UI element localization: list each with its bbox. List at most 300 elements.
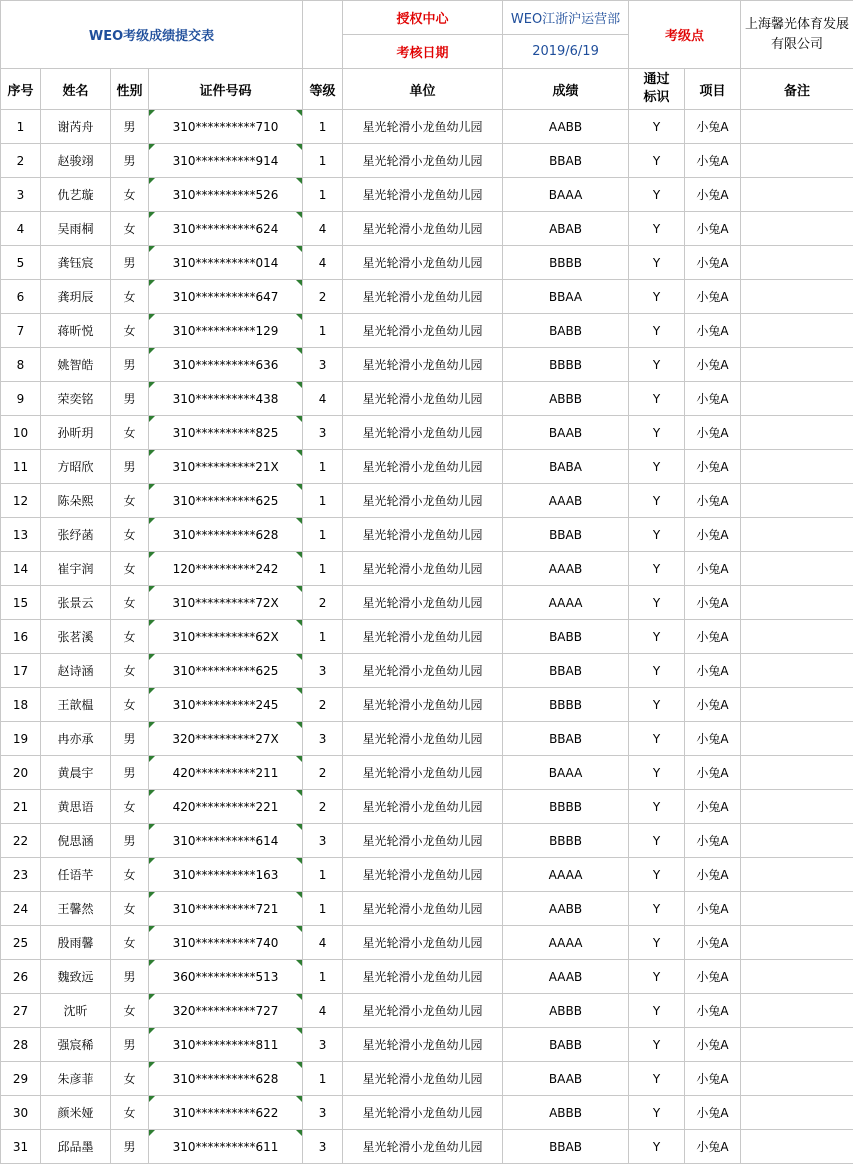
cell-project: 小兔A <box>685 280 741 314</box>
cell-row-number: 17 <box>1 654 41 688</box>
cell-row-number: 19 <box>1 722 41 756</box>
cell-unit: 星光轮滑小龙鱼幼儿园 <box>343 994 503 1028</box>
cell-row-number: 5 <box>1 246 41 280</box>
id-number-text: 310**********628 <box>172 527 279 542</box>
cell-student-name: 黄思语 <box>41 790 111 824</box>
id-number-text: 310**********163 <box>172 867 279 882</box>
cell-score: BBBB <box>503 688 629 722</box>
id-number-text: 310**********622 <box>172 1105 279 1120</box>
column-header-project: 项目 <box>685 69 741 110</box>
table-row <box>1 926 853 960</box>
cell-pass-flag: Y <box>629 382 685 416</box>
cell-gender: 女 <box>111 484 149 518</box>
comment-marker-icon <box>149 518 155 524</box>
cell-row-number: 10 <box>1 416 41 450</box>
cell-unit: 星光轮滑小龙鱼幼儿园 <box>343 110 503 144</box>
comment-marker-icon <box>149 314 155 320</box>
cell-gender: 男 <box>111 1028 149 1062</box>
table-row <box>1 484 853 518</box>
cell-pass-flag: Y <box>629 994 685 1028</box>
cell-project: 小兔A <box>685 1062 741 1096</box>
cell-pass-flag: Y <box>629 1096 685 1130</box>
cell-score: BBAA <box>503 280 629 314</box>
cell-level: 4 <box>303 994 343 1028</box>
cell-row-number: 13 <box>1 518 41 552</box>
comment-marker-icon <box>149 1062 155 1068</box>
cell-unit: 星光轮滑小龙鱼幼儿园 <box>343 824 503 858</box>
cell-student-name: 黄晨宇 <box>41 756 111 790</box>
comment-marker-icon <box>296 586 302 592</box>
cell-pass-flag: Y <box>629 756 685 790</box>
cell-level: 1 <box>303 314 343 348</box>
cell-note <box>741 756 853 790</box>
cell-note <box>741 348 853 382</box>
comment-marker-icon <box>296 1130 302 1136</box>
table-row <box>1 450 853 484</box>
cell-student-name: 张景云 <box>41 586 111 620</box>
table-row <box>1 586 853 620</box>
sheet-title: WEO考级成绩提交表 <box>1 1 303 69</box>
comment-marker-icon <box>296 1028 302 1034</box>
id-number-text: 320**********27X <box>172 731 279 746</box>
exam-site-label: 考级点 <box>629 1 741 69</box>
cell-note <box>741 586 853 620</box>
id-number-text: 310**********21X <box>172 459 279 474</box>
cell-gender: 男 <box>111 144 149 178</box>
cell-pass-flag: Y <box>629 926 685 960</box>
cell-level: 1 <box>303 960 343 994</box>
cell-level: 1 <box>303 1062 343 1096</box>
id-number-text: 310**********129 <box>172 323 279 338</box>
cell-gender: 女 <box>111 790 149 824</box>
comment-marker-icon <box>149 144 155 150</box>
cell-id-number <box>149 1130 303 1164</box>
table-row <box>1 790 853 824</box>
cell-id-number <box>149 790 303 824</box>
cell-row-number: 14 <box>1 552 41 586</box>
cell-gender: 女 <box>111 280 149 314</box>
cell-id-number <box>149 552 303 586</box>
cell-row-number: 15 <box>1 586 41 620</box>
cell-unit: 星光轮滑小龙鱼幼儿园 <box>343 722 503 756</box>
cell-student-name: 倪思涵 <box>41 824 111 858</box>
cell-project: 小兔A <box>685 416 741 450</box>
cell-note <box>741 110 853 144</box>
cell-unit: 星光轮滑小龙鱼幼儿园 <box>343 1028 503 1062</box>
cell-score: BBAB <box>503 1130 629 1164</box>
cell-pass-flag: Y <box>629 892 685 926</box>
id-number-text: 310**********611 <box>172 1139 279 1154</box>
cell-score: AAAA <box>503 586 629 620</box>
cell-project: 小兔A <box>685 450 741 484</box>
cell-row-number: 22 <box>1 824 41 858</box>
cell-unit: 星光轮滑小龙鱼幼儿园 <box>343 1062 503 1096</box>
comment-marker-icon <box>296 246 302 252</box>
cell-pass-flag: Y <box>629 688 685 722</box>
cell-row-number: 23 <box>1 858 41 892</box>
cell-project: 小兔A <box>685 960 741 994</box>
cell-unit: 星光轮滑小龙鱼幼儿园 <box>343 858 503 892</box>
cell-level: 3 <box>303 1130 343 1164</box>
cell-student-name: 仇艺璇 <box>41 178 111 212</box>
comment-marker-icon <box>296 552 302 558</box>
comment-marker-icon <box>296 382 302 388</box>
cell-unit: 星光轮滑小龙鱼幼儿园 <box>343 756 503 790</box>
cell-note <box>741 824 853 858</box>
cell-score: ABBB <box>503 994 629 1028</box>
auth-center-value: WEO江浙沪运营部 <box>503 1 629 35</box>
cell-row-number: 25 <box>1 926 41 960</box>
cell-pass-flag: Y <box>629 110 685 144</box>
table-row <box>1 824 853 858</box>
cell-row-number: 12 <box>1 484 41 518</box>
column-header-unit: 单位 <box>343 69 503 110</box>
cell-row-number: 18 <box>1 688 41 722</box>
cell-pass-flag: Y <box>629 178 685 212</box>
cell-unit: 星光轮滑小龙鱼幼儿园 <box>343 484 503 518</box>
column-header-name: 姓名 <box>41 69 111 110</box>
cell-id-number <box>149 348 303 382</box>
cell-score: BBBB <box>503 790 629 824</box>
cell-id-number <box>149 858 303 892</box>
cell-score: BAAA <box>503 178 629 212</box>
cell-row-number: 16 <box>1 620 41 654</box>
cell-score: BBBB <box>503 824 629 858</box>
cell-row-number: 3 <box>1 178 41 212</box>
cell-id-number <box>149 1028 303 1062</box>
comment-marker-icon <box>149 790 155 796</box>
comment-marker-icon <box>149 960 155 966</box>
cell-score: BABB <box>503 1028 629 1062</box>
cell-unit: 星光轮滑小龙鱼幼儿园 <box>343 926 503 960</box>
cell-gender: 女 <box>111 1096 149 1130</box>
cell-unit: 星光轮滑小龙鱼幼儿园 <box>343 314 503 348</box>
cell-student-name: 荣奕铭 <box>41 382 111 416</box>
cell-pass-flag: Y <box>629 552 685 586</box>
cell-level: 1 <box>303 110 343 144</box>
comment-marker-icon <box>149 722 155 728</box>
table-row <box>1 552 853 586</box>
column-header-note: 备注 <box>741 69 853 110</box>
cell-gender: 男 <box>111 382 149 416</box>
cell-note <box>741 790 853 824</box>
cell-score: AAAB <box>503 960 629 994</box>
cell-note <box>741 280 853 314</box>
cell-gender: 男 <box>111 348 149 382</box>
table-row <box>1 1062 853 1096</box>
cell-gender: 男 <box>111 246 149 280</box>
cell-pass-flag: Y <box>629 960 685 994</box>
cell-row-number: 2 <box>1 144 41 178</box>
cell-level: 2 <box>303 688 343 722</box>
cell-unit: 星光轮滑小龙鱼幼儿园 <box>343 1130 503 1164</box>
cell-project: 小兔A <box>685 212 741 246</box>
cell-gender: 女 <box>111 892 149 926</box>
table-row <box>1 212 853 246</box>
comment-marker-icon <box>149 348 155 354</box>
cell-score: AABB <box>503 110 629 144</box>
cell-pass-flag: Y <box>629 654 685 688</box>
comment-marker-icon <box>296 926 302 932</box>
comment-marker-icon <box>296 654 302 660</box>
comment-marker-icon <box>149 484 155 490</box>
cell-level: 1 <box>303 178 343 212</box>
cell-id-number <box>149 416 303 450</box>
cell-gender: 男 <box>111 756 149 790</box>
cell-student-name: 朱彦菲 <box>41 1062 111 1096</box>
cell-row-number: 6 <box>1 280 41 314</box>
cell-student-name: 吴雨桐 <box>41 212 111 246</box>
cell-id-number <box>149 586 303 620</box>
cell-id-number <box>149 518 303 552</box>
cell-project: 小兔A <box>685 858 741 892</box>
cell-id-number <box>149 688 303 722</box>
cell-row-number: 30 <box>1 1096 41 1130</box>
cell-note <box>741 246 853 280</box>
cell-gender: 女 <box>111 926 149 960</box>
cell-note <box>741 144 853 178</box>
column-header-id: 证件号码 <box>149 69 303 110</box>
cell-pass-flag: Y <box>629 280 685 314</box>
id-number-text: 310**********438 <box>172 391 279 406</box>
cell-score: BABB <box>503 314 629 348</box>
cell-note <box>741 1028 853 1062</box>
cell-student-name: 谢芮舟 <box>41 110 111 144</box>
cell-pass-flag: Y <box>629 212 685 246</box>
comment-marker-icon <box>296 620 302 626</box>
header-blank-cell <box>303 1 343 69</box>
id-number-text: 310**********625 <box>172 493 279 508</box>
table-row <box>1 722 853 756</box>
comment-marker-icon <box>296 314 302 320</box>
cell-project: 小兔A <box>685 1096 741 1130</box>
cell-project: 小兔A <box>685 246 741 280</box>
cell-note <box>741 960 853 994</box>
cell-note <box>741 178 853 212</box>
cell-student-name: 强宸稀 <box>41 1028 111 1062</box>
cell-score: BABA <box>503 450 629 484</box>
cell-note <box>741 484 853 518</box>
cell-score: ABBB <box>503 1096 629 1130</box>
comment-marker-icon <box>149 892 155 898</box>
table-row <box>1 110 853 144</box>
comment-marker-icon <box>296 144 302 150</box>
comment-marker-icon <box>149 994 155 1000</box>
exam-site-value: 上海馨光体育发展有限公司 <box>741 1 853 69</box>
cell-unit: 星光轮滑小龙鱼幼儿园 <box>343 246 503 280</box>
comment-marker-icon <box>149 1130 155 1136</box>
cell-unit: 星光轮滑小龙鱼幼儿园 <box>343 178 503 212</box>
cell-note <box>741 926 853 960</box>
cell-unit: 星光轮滑小龙鱼幼儿园 <box>343 688 503 722</box>
cell-student-name: 任语芊 <box>41 858 111 892</box>
comment-marker-icon <box>149 110 155 116</box>
cell-project: 小兔A <box>685 314 741 348</box>
id-number-text: 360**********513 <box>172 969 279 984</box>
cell-gender: 女 <box>111 416 149 450</box>
cell-level: 1 <box>303 518 343 552</box>
cell-row-number: 9 <box>1 382 41 416</box>
comment-marker-icon <box>296 1062 302 1068</box>
cell-project: 小兔A <box>685 348 741 382</box>
comment-marker-icon <box>296 212 302 218</box>
id-number-text: 310**********62X <box>172 629 279 644</box>
table-row <box>1 1096 853 1130</box>
cell-row-number: 11 <box>1 450 41 484</box>
cell-id-number <box>149 484 303 518</box>
cell-gender: 男 <box>111 110 149 144</box>
cell-unit: 星光轮滑小龙鱼幼儿园 <box>343 552 503 586</box>
id-number-text: 310**********647 <box>172 289 279 304</box>
id-number-text: 320**********727 <box>172 1003 279 1018</box>
table-row <box>1 858 853 892</box>
cell-pass-flag: Y <box>629 518 685 552</box>
cell-gender: 女 <box>111 858 149 892</box>
cell-unit: 星光轮滑小龙鱼幼儿园 <box>343 790 503 824</box>
cell-pass-flag: Y <box>629 1130 685 1164</box>
table-row <box>1 994 853 1028</box>
cell-id-number <box>149 178 303 212</box>
cell-row-number: 24 <box>1 892 41 926</box>
cell-note <box>741 1062 853 1096</box>
cell-project: 小兔A <box>685 552 741 586</box>
cell-gender: 女 <box>111 654 149 688</box>
cell-note <box>741 858 853 892</box>
id-number-text: 310**********014 <box>172 255 279 270</box>
cell-student-name: 方昭欣 <box>41 450 111 484</box>
cell-id-number <box>149 1062 303 1096</box>
cell-student-name: 蒋昕悦 <box>41 314 111 348</box>
cell-project: 小兔A <box>685 484 741 518</box>
cell-unit: 星光轮滑小龙鱼幼儿园 <box>343 416 503 450</box>
cell-row-number: 20 <box>1 756 41 790</box>
cell-student-name: 龚玥辰 <box>41 280 111 314</box>
cell-id-number <box>149 314 303 348</box>
cell-level: 1 <box>303 144 343 178</box>
cell-id-number <box>149 824 303 858</box>
cell-project: 小兔A <box>685 144 741 178</box>
comment-marker-icon <box>296 518 302 524</box>
comment-marker-icon <box>149 620 155 626</box>
cell-row-number: 26 <box>1 960 41 994</box>
table-row <box>1 1028 853 1062</box>
cell-note <box>741 654 853 688</box>
cell-student-name: 龚钰宸 <box>41 246 111 280</box>
cell-student-name: 赵骏翊 <box>41 144 111 178</box>
comment-marker-icon <box>296 178 302 184</box>
id-number-text: 310**********825 <box>172 425 279 440</box>
cell-score: AAAA <box>503 858 629 892</box>
cell-id-number <box>149 144 303 178</box>
cell-level: 1 <box>303 552 343 586</box>
cell-row-number: 31 <box>1 1130 41 1164</box>
cell-id-number <box>149 450 303 484</box>
cell-level: 2 <box>303 586 343 620</box>
id-number-text: 310**********914 <box>172 153 279 168</box>
comment-marker-icon <box>296 824 302 830</box>
cell-score: BBBB <box>503 348 629 382</box>
cell-pass-flag: Y <box>629 620 685 654</box>
cell-project: 小兔A <box>685 382 741 416</box>
cell-project: 小兔A <box>685 178 741 212</box>
cell-pass-flag: Y <box>629 314 685 348</box>
column-header-row <box>1 69 853 110</box>
id-number-text: 310**********740 <box>172 935 279 950</box>
id-number-text: 310**********624 <box>172 221 279 236</box>
cell-note <box>741 1130 853 1164</box>
cell-student-name: 王馨然 <box>41 892 111 926</box>
comment-marker-icon <box>149 416 155 422</box>
cell-level: 2 <box>303 756 343 790</box>
cell-id-number <box>149 620 303 654</box>
column-header-no: 序号 <box>1 69 41 110</box>
cell-score: AAAB <box>503 552 629 586</box>
comment-marker-icon <box>296 110 302 116</box>
exam-date-label: 考核日期 <box>343 35 503 69</box>
cell-project: 小兔A <box>685 110 741 144</box>
comment-marker-icon <box>149 586 155 592</box>
cell-note <box>741 620 853 654</box>
cell-student-name: 张茗溪 <box>41 620 111 654</box>
cell-gender: 男 <box>111 824 149 858</box>
column-header-level: 等级 <box>303 69 343 110</box>
sheet-header <box>1 1 853 69</box>
cell-project: 小兔A <box>685 824 741 858</box>
cell-row-number: 4 <box>1 212 41 246</box>
cell-unit: 星光轮滑小龙鱼幼儿园 <box>343 586 503 620</box>
cell-gender: 男 <box>111 450 149 484</box>
cell-gender: 女 <box>111 178 149 212</box>
cell-note <box>741 518 853 552</box>
comment-marker-icon <box>149 688 155 694</box>
comment-marker-icon <box>296 688 302 694</box>
cell-note <box>741 212 853 246</box>
comment-marker-icon <box>149 280 155 286</box>
cell-id-number <box>149 654 303 688</box>
cell-unit: 星光轮滑小龙鱼幼儿园 <box>343 144 503 178</box>
cell-level: 4 <box>303 212 343 246</box>
id-number-text: 310**********628 <box>172 1071 279 1086</box>
comment-marker-icon <box>296 756 302 762</box>
cell-project: 小兔A <box>685 756 741 790</box>
cell-pass-flag: Y <box>629 246 685 280</box>
cell-project: 小兔A <box>685 926 741 960</box>
cell-student-name: 王歆榅 <box>41 688 111 722</box>
id-number-text: 310**********721 <box>172 901 279 916</box>
cell-row-number: 1 <box>1 110 41 144</box>
cell-score: ABAB <box>503 212 629 246</box>
cell-pass-flag: Y <box>629 1028 685 1062</box>
cell-level: 3 <box>303 348 343 382</box>
cell-project: 小兔A <box>685 892 741 926</box>
comment-marker-icon <box>149 1028 155 1034</box>
cell-unit: 星光轮滑小龙鱼幼儿园 <box>343 280 503 314</box>
cell-row-number: 7 <box>1 314 41 348</box>
cell-row-number: 21 <box>1 790 41 824</box>
comment-marker-icon <box>296 484 302 490</box>
cell-pass-flag: Y <box>629 824 685 858</box>
table-row <box>1 382 853 416</box>
comment-marker-icon <box>296 790 302 796</box>
cell-level: 3 <box>303 1096 343 1130</box>
cell-id-number <box>149 756 303 790</box>
cell-level: 3 <box>303 1028 343 1062</box>
cell-row-number: 27 <box>1 994 41 1028</box>
cell-id-number <box>149 212 303 246</box>
comment-marker-icon <box>149 552 155 558</box>
cell-id-number <box>149 926 303 960</box>
table-row <box>1 756 853 790</box>
